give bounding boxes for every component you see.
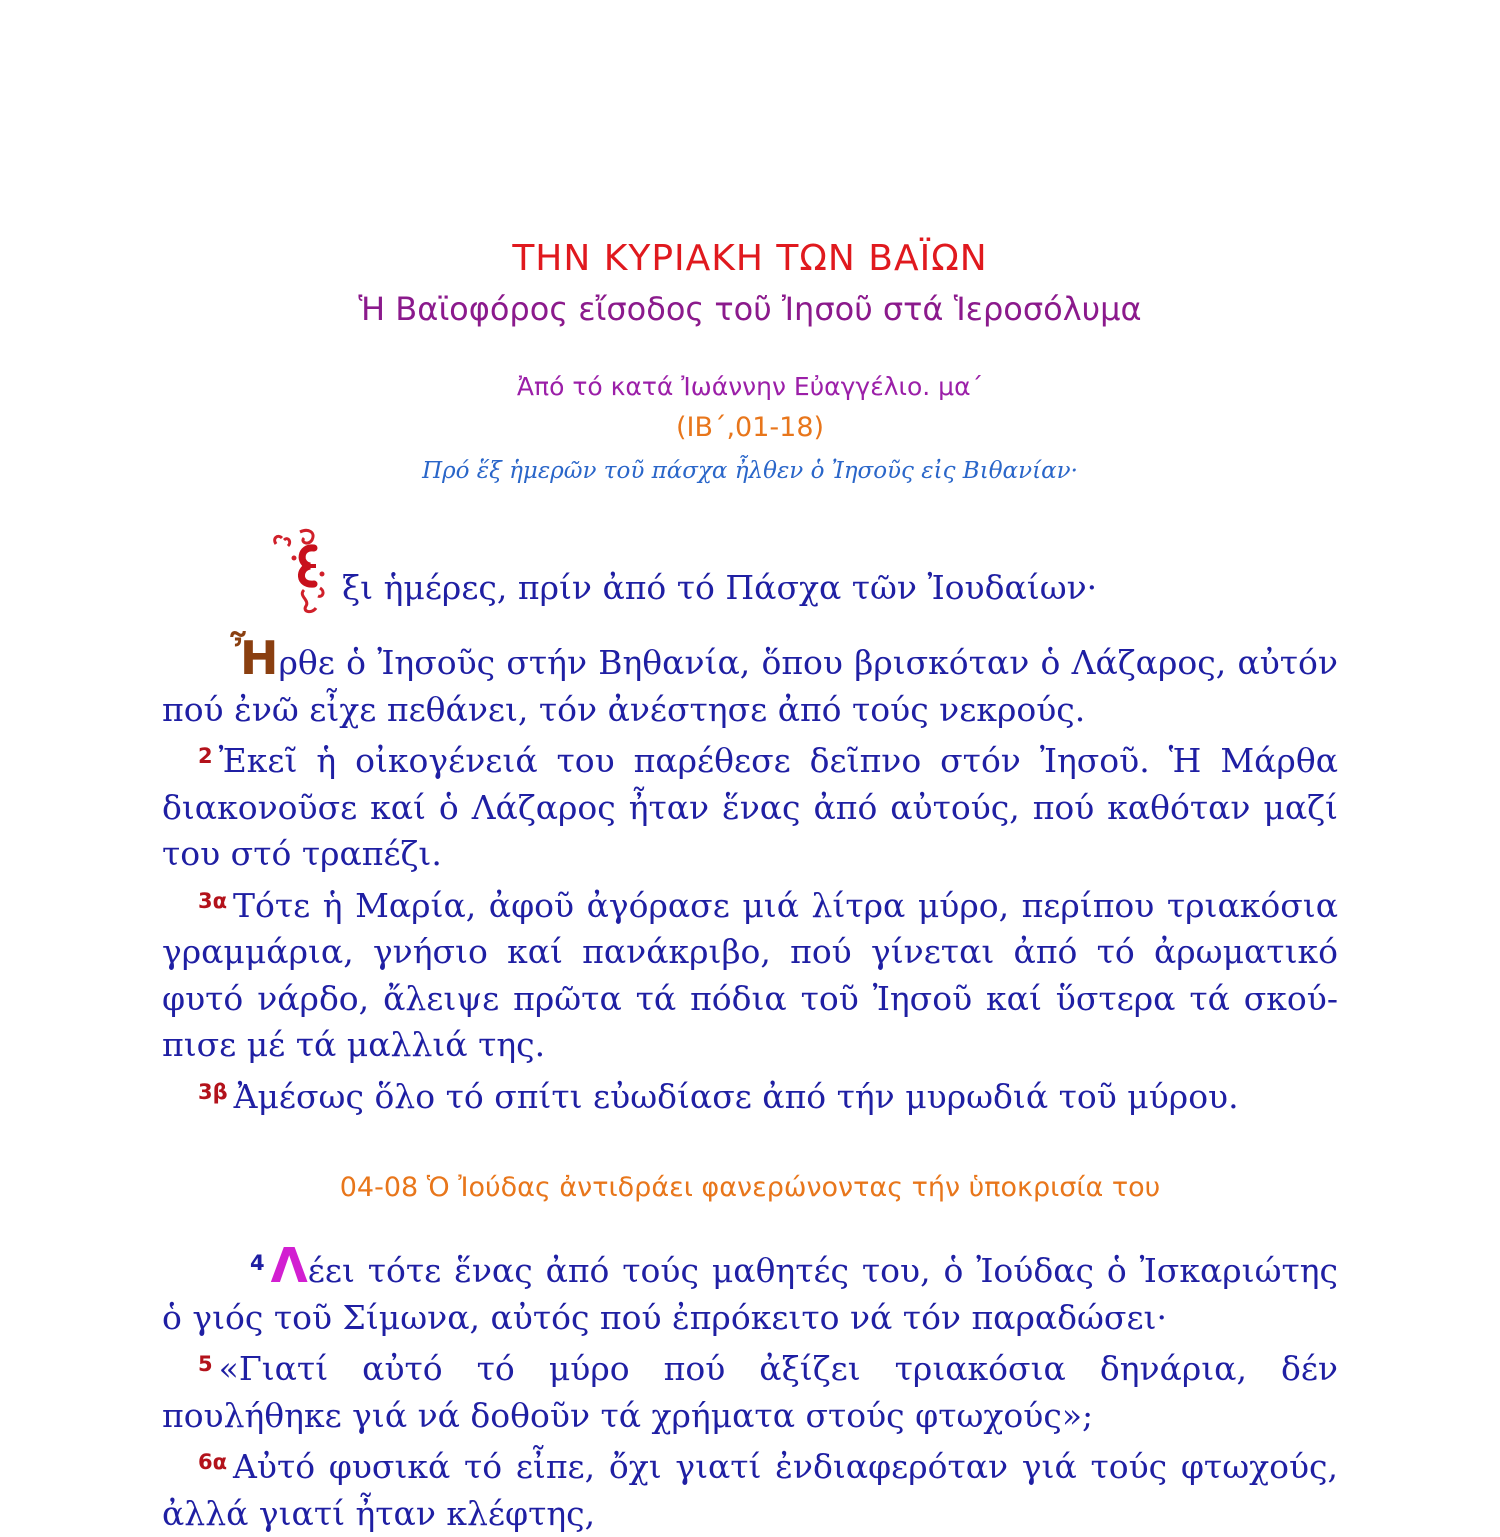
verse-3a [162,878,1338,1069]
passage-verses-1-3 [162,631,1338,1120]
verse-4-text: έει τότε ἕνας ἀπό τούς μαθητές του, ὁ Ἰούδας ὁ Ἰσκαριώτης ὁ γιός τοῦ Σίμωνα, αὐτός πού ἐπρόκειτο νά τόν παραδώσει· [162,1251,1338,1337]
verse-number: 3β [198,1079,228,1104]
verse-number: 3α [198,888,228,913]
section-heading: 04-08 Ὁ Ἰούδας ἀντιδράει φανερώνοντας τήν ὑποκρισία του [339,1172,1161,1203]
verse-number: 5 [198,1352,213,1376]
ornate-dropcap-icon [270,528,336,616]
incipit-line: Πρό ἕξ ἡμερῶν τοῦ πάσχα ἦλθεν ὁ Ἰησοῦς εἰς Βιθανίαν· [422,458,1078,484]
verse-5 [162,1341,1338,1439]
verse-6a [162,1439,1338,1537]
verse-3b-text: Ἀμέσως ὅλο τό σπίτι εὐωδίασε ἀπό τήν μυρωδιά τοῦ μύρου. [233,1076,1239,1116]
passage-verses-4-6 [162,1240,1338,1537]
verse-1-capital: Ἦ [230,631,279,685]
verse-number: 4 [250,1251,265,1275]
verse-3a-text: Τότε ἡ Μαρία, ἀφοῦ ἀγόρασε μιά λίτρα μύρο, περίπου τριακόσια γραμμάρια, γνήσιο καί πανάκριβο, πού γίνεται ἀπό τό ἀρωματικό φυτό νάρδο, ἄλειψε πρῶτα τά πόδια τοῦ Ἰησοῦ καί ὕστερα τά σκού-πισε μέ τά μαλλιά της. [162,885,1338,1064]
verse-1 [162,631,1338,733]
opening-text: ξι ἡμέρες, πρίν ἀπό τό Πάσχα τῶν Ἰουδαίων· [342,568,1098,607]
verse-1-text: ρθε ὁ Ἰησοῦς στήν Βηθανία, ὅπου βρισκόταν ὁ Λάζαρος, αὐτόν πού ἐνῶ εἶχε πεθάνει, τόν ἀνέστησε ἀπό τούς νεκρούς. [162,643,1338,729]
gospel-source: Ἀπό τό κατά Ἰωάννην Εὐαγγέλιο. μα΄ [516,372,984,401]
verse-2 [162,733,1338,878]
verse-4-capital: Λ [270,1238,308,1294]
chapter-reference: (ΙΒ΄,01-18) [675,412,825,443]
page-title: ΤΗΝ ΚΥΡΙΑΚΗ ΤΩΝ ΒΑΪΩΝ [512,238,988,279]
opening-line [270,528,1270,618]
verse-number: 6α [198,1450,228,1474]
verse-5-text: «Γιατί αὐτό τό μύρο πού ἀξίζει τριακόσια δηνάρια, δέν πουλήθηκε γιά νά δοθοῦν τά χρήματα στούς φτωχούς»; [162,1349,1338,1435]
verse-6a-text: Αὐτό φυσικά τό εἶπε, ὄχι γιατί ἐνδιαφερόταν γιά τούς φτωχούς, ἀλλά γιατί ἦταν κλέφτης, [162,1447,1338,1533]
verse-4 [162,1240,1338,1341]
page-subtitle: Ἡ Βαϊοφόρος εἴσοδος τοῦ Ἰησοῦ στά Ἱεροσόλυμα [358,290,1142,328]
verse-3b [162,1069,1338,1121]
verse-2-text: Ἐκεῖ ἡ οἰκογένειά του παρέθεσε δεῖπνο στόν Ἰησοῦ. Ἡ Μάρθα διακονοῦσε καί ὁ Λάζαρος ἦταν ἕνας ἀπό αὐτούς, πού καθόταν μαζί του στό τραπέζι. [162,741,1338,873]
verse-number: 2 [198,744,213,768]
